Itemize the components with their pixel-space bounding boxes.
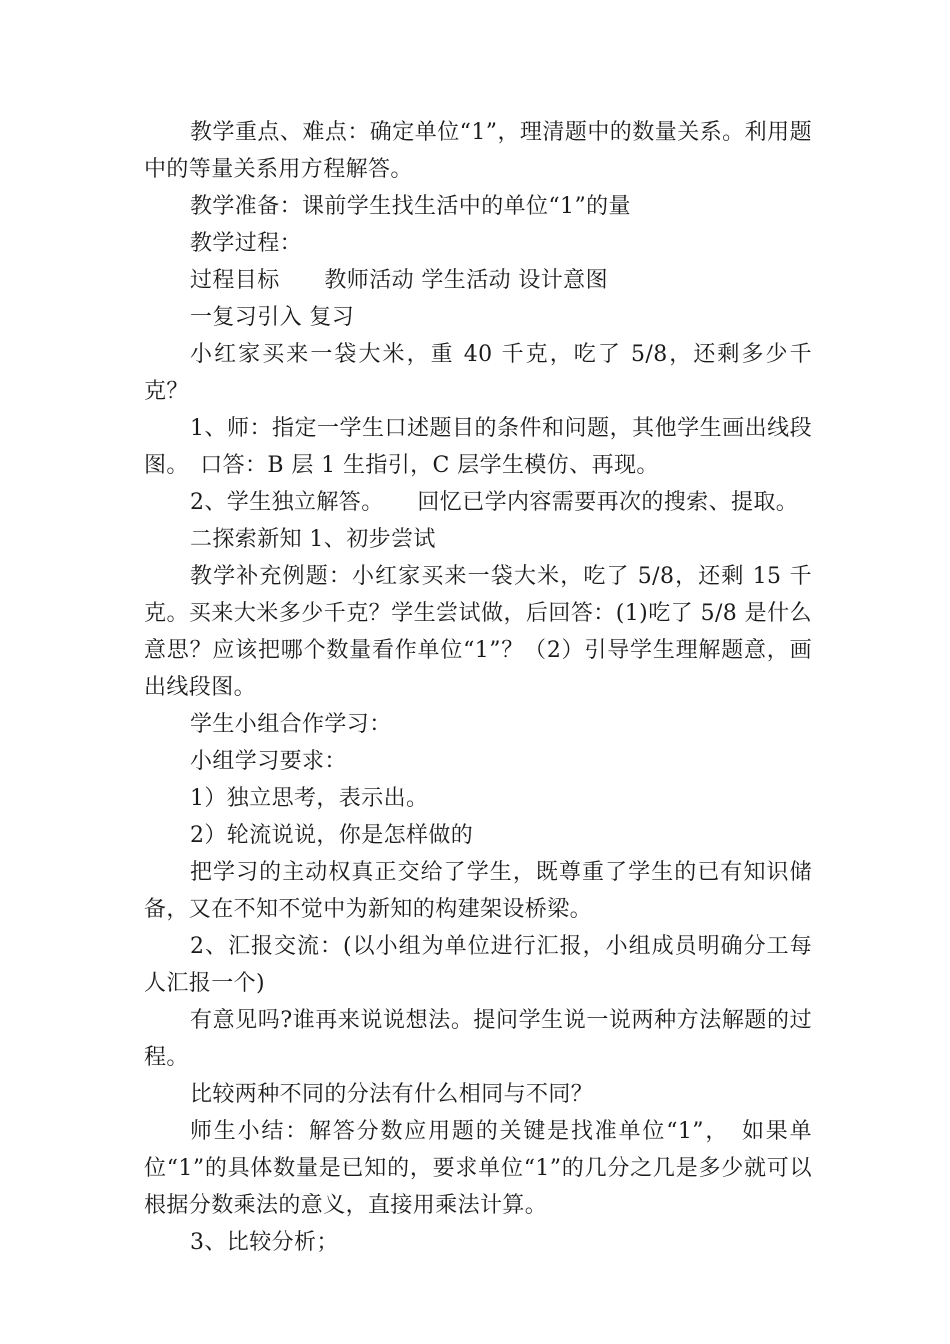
paragraph-process-heading: 教学过程： (190, 231, 303, 256)
paragraph-explore-section: 二探索新知 1、初步尝试 (190, 527, 436, 552)
paragraph-review-problem: 小红家买来一袋大米，重 40 千克，吃了 5/8，还剩多少千克？ (144, 342, 812, 404)
paragraph-compare-analysis: 3、比较分析； (190, 1230, 339, 1255)
paragraph-student-step-2: 2、学生独立解答。 回忆已学内容需要再次的搜索、提取。 (190, 490, 799, 515)
paragraph-group-requirements: 小组学习要求： (190, 749, 347, 774)
paragraph-summary: 师生小结：解答分数应用题的关键是找准单位“1”， 如果单位“1”的具体数量是已知的，要求单位“1”的几分之几是多少就可以根据分数乘法的意义，直接用乘法计算。 (144, 1119, 812, 1218)
paragraph-requirement-1: 1）独立思考，表示出。 (190, 786, 429, 811)
paragraph-example-problem: 教学补充例题：小红家买来一袋大米，吃了 5/8，还剩 15 千克。买来大米多少千克？学生尝试做，后回答：(1)吃了 5/8 是什么意思？应该把哪个数量看作单位“1”？（2）引导学生理解题意，画出线段图。 (144, 564, 812, 700)
paragraph-group-learning: 学生小组合作学习： (190, 712, 392, 737)
paragraph-preparation: 教学准备：课前学生找生活中的单位“1”的量 (190, 194, 631, 219)
paragraph-requirement-2: 2）轮流说说，你是怎样做的 (190, 823, 474, 848)
paragraph-key-points: 教学重点、难点：确定单位“1”，理清题中的数量关系。利用题中的等量关系用方程解答。 (144, 120, 812, 182)
paragraph-questions: 有意见吗?谁再来说说想法。提问学生说一说两种方法解题的过程。 (144, 1008, 812, 1070)
paragraph-review-section: 一复习引入 复习 (190, 305, 355, 330)
paragraph-teacher-step-1: 1、师：指定一学生口述题目的条件和问题，其他学生画出线段图。 口答：B 层 1 生指引，C 层学生模仿、再现。 (144, 416, 812, 478)
paragraph-compare-methods: 比较两种不同的分法有什么相同与不同？ (190, 1082, 594, 1107)
paragraph-column-headings: 过程目标 教师活动 学生活动 设计意图 (190, 268, 608, 293)
paragraph-report-exchange: 2、汇报交流：(以小组为单位进行汇报，小组成员明确分工每人汇报一个) (144, 934, 812, 996)
paragraph-design-intent: 把学习的主动权真正交给了学生，既尊重了学生的已有知识储备，又在不知不觉中为新知的构建架设桥梁。 (144, 860, 812, 922)
document-body (144, 114, 812, 1261)
